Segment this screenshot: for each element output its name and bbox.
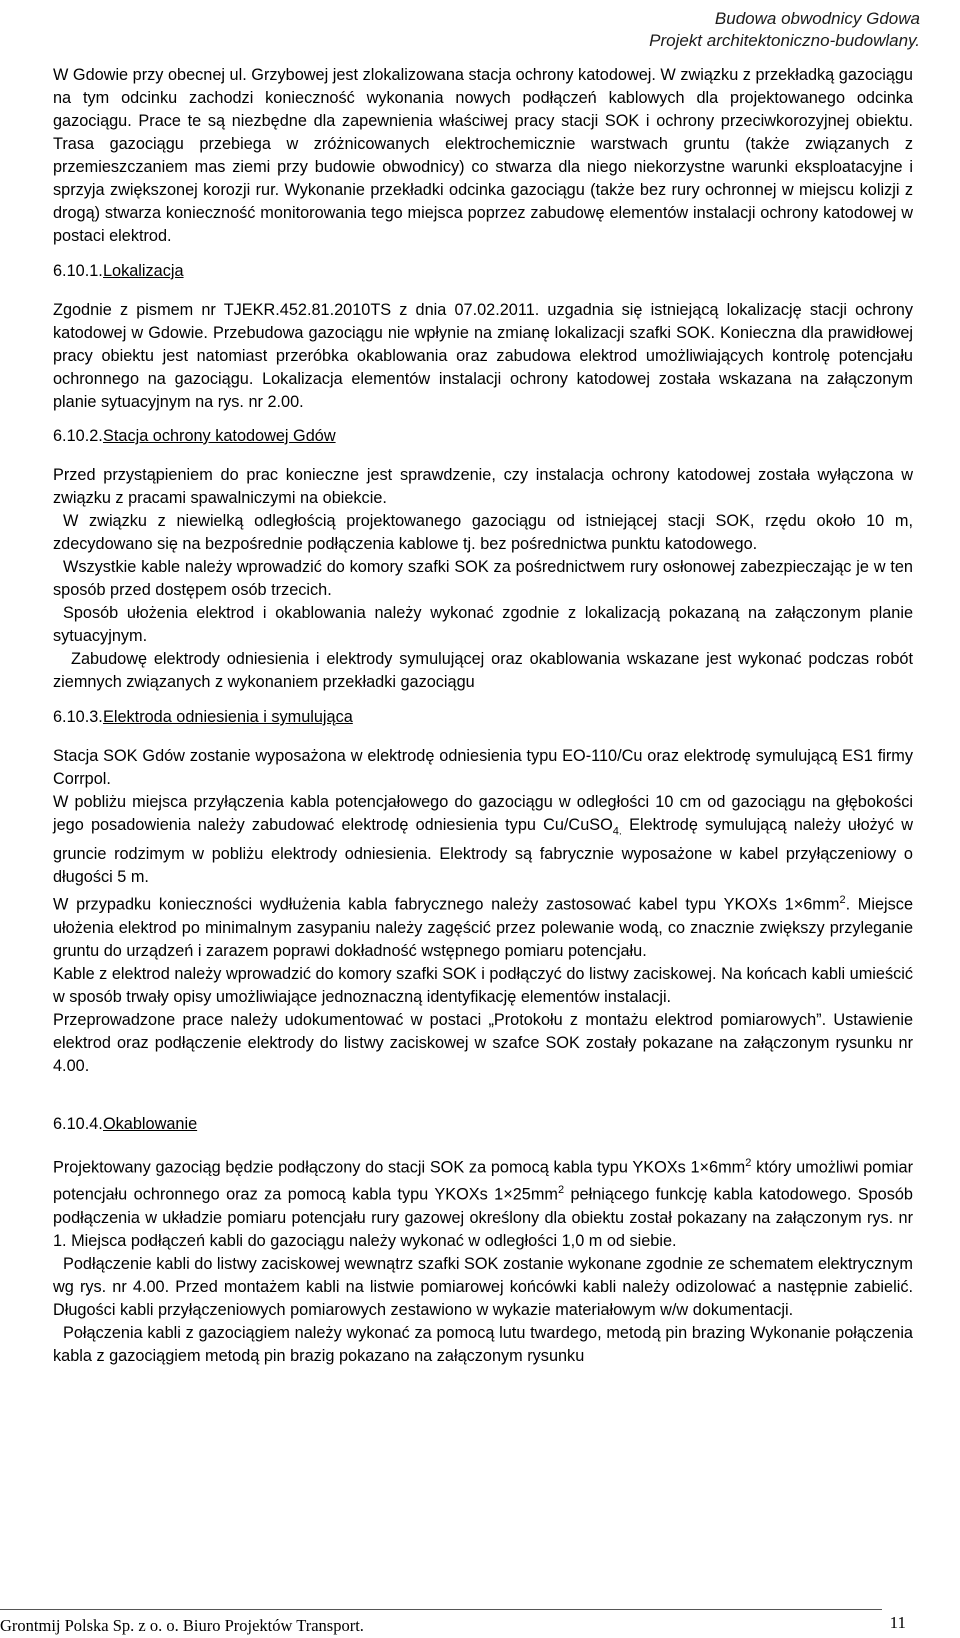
paragraph [53, 889, 913, 962]
superscript: 2 [557, 1184, 565, 1197]
paragraph: Kable z elektrod należy wprowadzić do komory szafki SOK i podłączyć do listwy zaciskowej. Na końcach kabli umieścić w sposób trwały opisy umożliwiające jednoznaczną identyfikację elementów instalacji. [53, 964, 913, 1006]
section-number: 6.10.3. [53, 708, 103, 726]
section-title: Elektroda odniesienia i symulująca [103, 708, 353, 726]
footer-company: Grontmij Polska Sp. z o. o. Biuro Projektów Transport. [0, 1616, 364, 1635]
paragraph: Przeprowadzone prace należy udokumentować w postaci „Protokołu z montażu elektrod pomiarowych”. Ustawienie elektrod oraz podłączenie elektrody do listwy zaciskowej w szafce SOK zostały pokazane na załączonym rysunku nr 4.00. [53, 1010, 913, 1075]
intro-paragraph: W Gdowie przy obecnej ul. Grzybowej jest zlokalizowana stacja ochrony katodowej. W związku z przekładką gazociągu na tym odcinku zachodzi konieczność wykonania nowych podłączeń kablowych dla projektowanego odcinka gazociągu. Prace te są niezbędne dla zapewnienia właściwej pracy stacji SOK i ochrony przeciwkorozyjnej obiektu. Trasa gazociągu przebiega w zróżnicowanych elektrochemicznie warstwach gruntu (także związanych z przemieszczaniem mas ziemi przy budowie obwodnicy) co stwarza dla niego niekorzystne warunki eksploatacyjne i sprzyja zwiększonej korozji rur. Wykonanie przekładki odcinka gazociągu (także bez rury ochronnej w miejscu kolizji z drogą) stwarza konieczność monitorowania tego miejsca poprzez zabudowę elementów instalacji ochrony katodowej w postaci elektrod. [53, 66, 913, 245]
document-body [53, 64, 913, 1368]
page-number: 11 [889, 1613, 906, 1632]
paragraph: Sposób ułożenia elektrod i okablowania należy wykonać zgodnie z lokalizacją pokazaną na załączonym planie sytuacyjnym. [53, 604, 913, 645]
text-run: gazowej określony dla obiektu został pokazany na załączonym rys. nr 1. Miejsca podłączeń kabli do gazociągu należy wykonać w odległości 1,0 m od siebie. [53, 1208, 914, 1250]
subscript: 4. [612, 825, 622, 838]
text-run: . Miejsce ułożenia elektrod po minimalnym zasypaniu należy zagęścić przez polewanie wodą, co znacznie zwiększy przyleganie gruntu do urządzeń i zarazem poprawi dokładność wstępnego pomiaru potencjału. [53, 895, 913, 960]
section-heading-6-10-4 [53, 1113, 913, 1136]
section-title: Okablowanie [103, 1114, 198, 1133]
paragraph: Zgodnie z pismem nr TJEKR.452.81.2010TS z dnia 07.02.2011. uzgadnia się istniejącą lokalizację stacji ochrony katodowej w Gdowie. Przebudowa gazociągu nie wpłynie na zmianę lokalizacji szafki SOK. Konieczna dla prawidłowej pracy obiektu jest natomiast przeróbka okablowania oraz zabudowa elektrod umożliwiających kontrolę potencjału ochronnego na gazociągu. Lokalizacja elementów instalacji ochrony katodowej została wskazana na załączonym planie sytuacyjnym na rys. nr 2.00. [53, 301, 913, 411]
section-number: 6.10.2. [53, 427, 103, 445]
text-run: pełniącego funkcję kabla katodowego. Sposób podłączenia w układzie pomiaru potencjału rury [53, 1185, 913, 1227]
superscript: 2 [745, 1156, 752, 1169]
text-run: Elektrodę symulującą należy ułożyć w gruncie rodzimym w pobliżu elektrody odniesienia. Elektrody są fabrycznie wyposażone w kabel przyłączeniowy o długości 5 m. [53, 816, 914, 887]
paragraph: Podłączenie kabli do listwy zaciskowej wewnątrz szafki SOK zostanie wykonane zgodnie ze schematem elektrycznym wg rys. nr 4.00. Przed montażem kabli na listwie pomiarowej końcówki kabli należy odizolować a następnie zabielić. Długości kabli przyłączeniowych pomiarowych zestawiono w wykazie materiałowym w/w dokumentacji. [53, 1254, 913, 1319]
paragraph: W związku z niewielką odległością projektowanego gazociągu od istniejącej stacji SOK, rzędu około 10 m, zdecydowano się na bezpośrednie podłączenia kablowe tj. bez pośrednictwa punktu katodowego. [53, 512, 913, 553]
text-run: W przypadku konieczności wydłużenia kabla fabrycznego należy zastosować kabel typu YKOXs 1×6mm [53, 895, 840, 914]
footer-divider [0, 1609, 882, 1610]
paragraph: Wszystkie kable należy wprowadzić do komory szafki SOK za pośrednictwem rury osłonowej zabezpieczając je w ten sposób przed dostępem osób trzecich. [53, 558, 913, 599]
header-project-subtitle: Projekt architektoniczno-budowlany. [649, 31, 920, 50]
paragraph [53, 1152, 913, 1253]
section-title: Lokalizacja [103, 262, 184, 280]
text-run: który umożliwi pomiar potencjału ochronnego oraz za pomocą kabla typu YKOXs 1×25mm [53, 1158, 913, 1204]
paragraph [53, 791, 913, 889]
paragraph: Stacja SOK Gdów zostanie wyposażona w elektrodę odniesienia typu EO-110/Cu oraz elektrodę symulującą ES1 firmy Corrpol. [53, 747, 913, 788]
paragraph: Połączenia kabli z gazociągiem należy wykonać za pomocą lutu twardego, metodą pin brazing Wykonanie połączenia kabla z gazociągiem metodą pin brazig pokazano na załączonym rysunku [53, 1323, 913, 1365]
header-project-title: Budowa obwodnicy Gdowa [714, 9, 920, 28]
section-number: 6.10.1. [53, 262, 103, 280]
text-run: Projektowany gazociąg będzie podłączony do stacji SOK za pomocą kabla typu YKOXs 1×6mm [53, 1158, 746, 1177]
page-header [649, 8, 920, 52]
text-run: W pobliżu miejsca przyłączenia kabla potencjałowego do gazociągu w odległości 10 cm od gazociągu na głębokości jego posadowienia należy zabudować elektrodę odniesienia typu Cu/CuSO [53, 793, 913, 834]
section-heading-6-10-3 [53, 706, 913, 729]
paragraph: Przed przystąpieniem do prac konieczne jest sprawdzenie, czy instalacja ochrony katodowej została wyłączona w związku z pracami spawalniczymi na obiekcie. [53, 466, 913, 507]
paragraph: Zabudowę elektrody odniesienia i elektrody symulującej oraz okablowania wskazane jest wykonać podczas robót ziemnych związanych z wykonaniem przekładki gazociągu [53, 650, 913, 691]
section-number: 6.10.4. [53, 1114, 103, 1133]
section-title: Stacja ochrony katodowej Gdów [103, 427, 336, 445]
section-heading-6-10-1 [53, 260, 913, 283]
superscript: 2 [839, 894, 846, 907]
section-heading-6-10-2 [53, 425, 913, 448]
